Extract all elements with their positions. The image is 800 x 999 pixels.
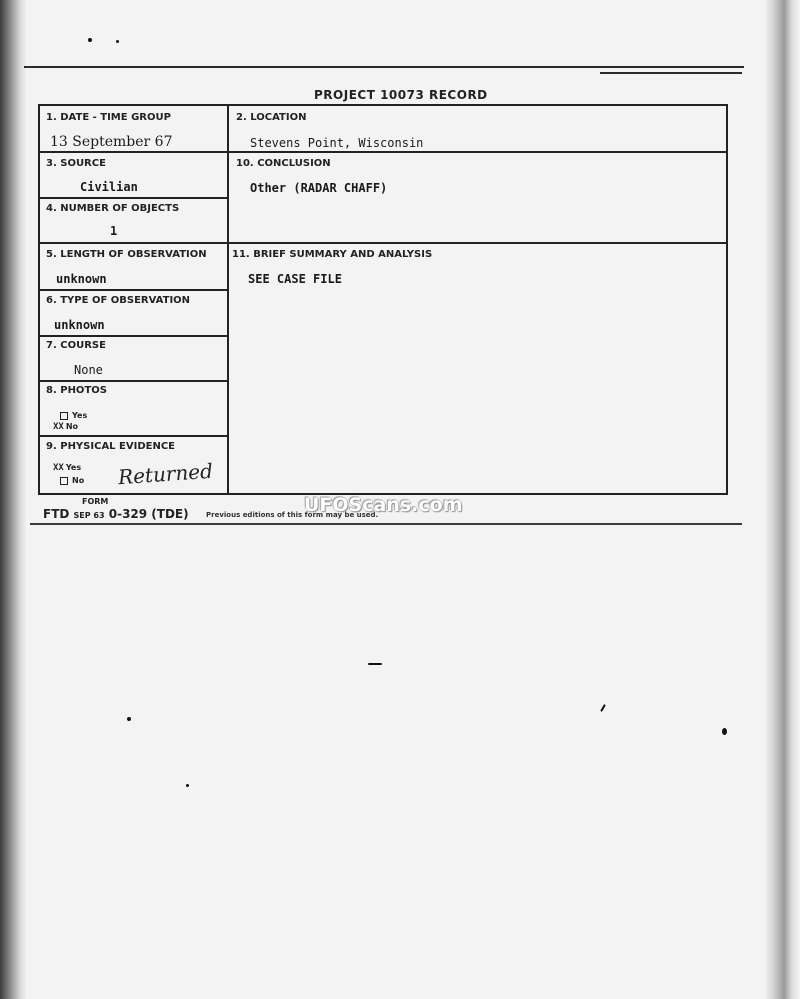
watermark: UFOScans.com — [304, 494, 463, 516]
scan-speck — [722, 728, 727, 735]
row-divider — [40, 435, 227, 437]
photos-label: 8. PHOTOS — [46, 385, 107, 396]
course-label: 7. COURSE — [46, 340, 106, 351]
top-divider-secondary — [600, 72, 742, 74]
column-divider — [227, 106, 229, 493]
scan-edge-left — [0, 0, 26, 999]
bottom-divider — [30, 523, 742, 525]
physical-evidence-option-yes-label: Yes — [65, 463, 82, 472]
footer-previous-editions-note: Previous editions of this form may be used. — [206, 511, 379, 519]
scan-speck — [186, 784, 189, 787]
scan-edge-right — [766, 0, 800, 999]
photos-option-yes-label: Yes — [72, 411, 88, 420]
length-of-observation-label: 5. LENGTH OF OBSERVATION — [46, 249, 207, 260]
location-value: Stevens Point, Wisconsin — [250, 136, 424, 150]
footer-form-prefix: FTD — [43, 507, 70, 521]
physical-evidence-label: 9. PHYSICAL EVIDENCE — [46, 441, 175, 452]
location-label: 2. LOCATION — [236, 112, 307, 123]
footer-form-id — [43, 507, 189, 521]
footer-form-label: FORM — [82, 497, 109, 506]
row-divider — [40, 197, 227, 199]
type-of-observation-label: 6. TYPE OF OBSERVATION — [46, 295, 191, 306]
length-of-observation-value: unknown — [56, 272, 107, 286]
conclusion-value: Other (RADAR CHAFF) — [250, 181, 388, 195]
checkbox-empty-icon — [60, 477, 68, 485]
top-divider — [24, 66, 744, 68]
footer-form-date: SEP 63 — [73, 511, 105, 520]
date-time-group-value: 13 September 67 — [50, 134, 173, 150]
type-of-observation-value: unknown — [54, 318, 105, 332]
photos-option-no-mark: XX — [53, 422, 64, 432]
row-divider — [40, 289, 227, 291]
physical-evidence-option-no — [60, 476, 84, 485]
row-divider — [40, 380, 227, 382]
course-value: None — [74, 363, 103, 377]
physical-evidence-option-yes-mark: XX — [53, 463, 64, 473]
photos-option-no — [53, 422, 78, 432]
conclusion-label: 10. CONCLUSION — [236, 158, 331, 169]
number-of-objects-value: 1 — [110, 224, 118, 238]
photos-option-no-label: No — [65, 422, 79, 431]
checkbox-empty-icon — [60, 412, 68, 420]
number-of-objects-label: 4. NUMBER OF OBJECTS — [46, 203, 180, 214]
row-divider — [40, 335, 227, 337]
summary-label: 11. BRIEF SUMMARY AND ANALYSIS — [232, 249, 433, 260]
record-title: PROJECT 10073 RECORD — [314, 88, 488, 102]
physical-evidence-option-no-label: No — [72, 476, 85, 485]
scan-speck — [116, 40, 119, 43]
date-time-group-label: 1. DATE - TIME GROUP — [46, 112, 171, 123]
row-divider — [40, 151, 726, 153]
scan-speck — [127, 717, 131, 721]
source-value: Civilian — [80, 180, 138, 194]
summary-value: SEE CASE FILE — [248, 272, 342, 286]
handwritten-note: Returned — [117, 458, 214, 490]
row-divider — [40, 242, 726, 244]
photos-option-yes — [60, 411, 87, 420]
scan-speck — [368, 663, 382, 665]
record-form — [38, 104, 728, 495]
footer-form-number: 0-329 (TDE) — [108, 507, 189, 521]
source-label: 3. SOURCE — [46, 158, 106, 169]
physical-evidence-option-yes — [53, 463, 81, 473]
scan-speck — [88, 38, 92, 42]
